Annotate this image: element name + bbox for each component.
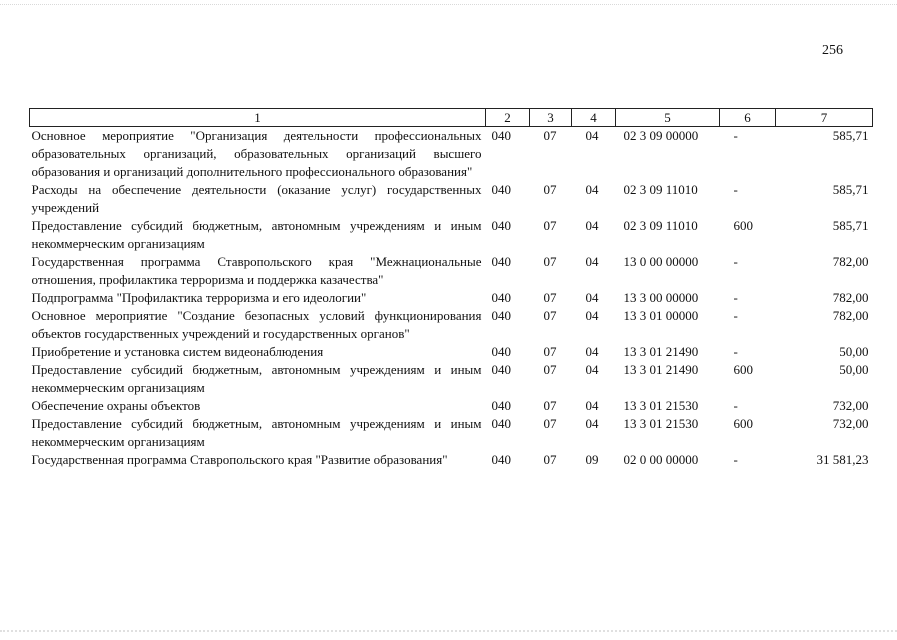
row-section-code: 07 (543, 128, 557, 143)
row-sum: 782,00 (832, 254, 869, 269)
row-target-article: 13 3 00 00000 (623, 290, 699, 305)
row-expense-type: - (733, 128, 738, 143)
row-expense-type: - (733, 308, 738, 323)
row-section-code: 07 (543, 452, 557, 467)
row-target-article: 02 3 09 00000 (623, 128, 699, 143)
table-row (30, 451, 873, 469)
row-section-code: 07 (543, 308, 557, 323)
header-row (30, 109, 873, 127)
header-cell-6: 6 (720, 109, 776, 127)
page-number: 256 (822, 43, 843, 58)
table-row (30, 253, 873, 289)
row-ministry-code: 040 (491, 128, 511, 143)
row-name: Приобретение и установка систем видеонаблюдения (31, 344, 324, 359)
scan-edge-top (0, 4, 897, 6)
row-name: Обеспечение охраны объектов (31, 398, 201, 413)
row-sum: 732,00 (832, 398, 869, 413)
table-row (30, 127, 873, 182)
row-sum: 585,71 (832, 182, 869, 197)
row-section-code: 07 (543, 182, 557, 197)
row-name: Предоставление субсидий бюджетным, автономным учреждениям и иным некоммерческим организациям (31, 362, 482, 395)
row-subsection-code: 04 (585, 254, 599, 269)
row-target-article: 13 3 01 21490 (623, 344, 699, 359)
row-expense-type: 600 (733, 218, 753, 233)
table-row (30, 397, 873, 415)
header-cell-7: 7 (776, 109, 873, 127)
row-ministry-code: 040 (491, 218, 511, 233)
row-subsection-code: 04 (585, 290, 599, 305)
table-row (30, 343, 873, 361)
row-target-article: 02 3 09 11010 (623, 218, 698, 233)
row-sum: 585,71 (832, 218, 869, 233)
row-sum: 50,00 (839, 344, 869, 359)
row-ministry-code: 040 (491, 290, 511, 305)
table-row (30, 289, 873, 307)
row-expense-type: 600 (733, 362, 753, 377)
row-ministry-code: 040 (491, 362, 511, 377)
row-expense-type: - (733, 398, 738, 413)
table-row (30, 217, 873, 253)
row-sum: 50,00 (839, 362, 869, 377)
table-row (30, 181, 873, 217)
row-target-article: 13 3 01 21490 (623, 362, 699, 377)
row-expense-type: - (733, 182, 738, 197)
row-expense-type: - (733, 344, 738, 359)
row-sum: 585,71 (832, 128, 869, 143)
row-name: Предоставление субсидий бюджетным, автономным учреждениям и иным некоммерческим организациям (31, 416, 482, 449)
row-ministry-code: 040 (491, 344, 511, 359)
table-row (30, 415, 873, 451)
row-subsection-code: 04 (585, 398, 599, 413)
row-target-article: 02 0 00 00000 (623, 452, 699, 467)
row-subsection-code: 09 (585, 452, 599, 467)
header-cell-4: 4 (572, 109, 616, 127)
row-section-code: 07 (543, 218, 557, 233)
row-ministry-code: 040 (491, 182, 511, 197)
scan-edge-bottom (0, 630, 897, 633)
row-expense-type: 600 (733, 416, 753, 431)
row-subsection-code: 04 (585, 128, 599, 143)
row-target-article: 02 3 09 11010 (623, 182, 698, 197)
header-cell-1: 1 (30, 109, 486, 127)
row-target-article: 13 0 00 00000 (623, 254, 699, 269)
row-name: Расходы на обеспечение деятельности (оказание услуг) государственных учреждений (31, 182, 482, 215)
row-expense-type: - (733, 290, 738, 305)
row-name: Подпрограмма "Профилактика терроризма и его идеологии" (31, 290, 367, 305)
row-subsection-code: 04 (585, 344, 599, 359)
table-body (30, 127, 873, 470)
row-section-code: 07 (543, 362, 557, 377)
row-name: Основное мероприятие "Организация деятельности профессиональных образовательных организаций, образовательных организаций высшего образования и организаций дополнительного профессионального образования" (31, 128, 482, 179)
row-ministry-code: 040 (491, 452, 511, 467)
header-cell-3: 3 (530, 109, 572, 127)
row-ministry-code: 040 (491, 254, 511, 269)
row-section-code: 07 (543, 290, 557, 305)
header-cell-5: 5 (616, 109, 720, 127)
row-expense-type: - (733, 452, 738, 467)
row-sum: 782,00 (832, 290, 869, 305)
row-section-code: 07 (543, 416, 557, 431)
row-subsection-code: 04 (585, 308, 599, 323)
table-row (30, 361, 873, 397)
row-expense-type: - (733, 254, 738, 269)
row-section-code: 07 (543, 254, 557, 269)
row-name: Государственная программа Ставропольского края "Развитие образования" (31, 452, 448, 467)
row-ministry-code: 040 (491, 398, 511, 413)
row-subsection-code: 04 (585, 218, 599, 233)
row-name: Государственная программа Ставропольского края "Межнациональные отношения, профилактика терроризма и поддержка казачества" (31, 254, 482, 287)
row-sum: 782,00 (832, 308, 869, 323)
row-target-article: 13 3 01 21530 (623, 398, 699, 413)
table-row (30, 307, 873, 343)
row-name: Основное мероприятие "Создание безопасных условий функционирования объектов государственных учреждений и государственных органов" (31, 308, 482, 341)
row-section-code: 07 (543, 398, 557, 413)
budget-table (29, 108, 873, 469)
row-ministry-code: 040 (491, 416, 511, 431)
row-target-article: 13 3 01 21530 (623, 416, 699, 431)
row-subsection-code: 04 (585, 182, 599, 197)
row-subsection-code: 04 (585, 416, 599, 431)
row-sum: 31 581,23 (816, 452, 869, 467)
row-sum: 732,00 (832, 416, 869, 431)
row-name: Предоставление субсидий бюджетным, автономным учреждениям и иным некоммерческим организациям (31, 218, 482, 251)
row-section-code: 07 (543, 344, 557, 359)
row-target-article: 13 3 01 00000 (623, 308, 699, 323)
row-subsection-code: 04 (585, 362, 599, 377)
header-cell-2: 2 (486, 109, 530, 127)
row-ministry-code: 040 (491, 308, 511, 323)
